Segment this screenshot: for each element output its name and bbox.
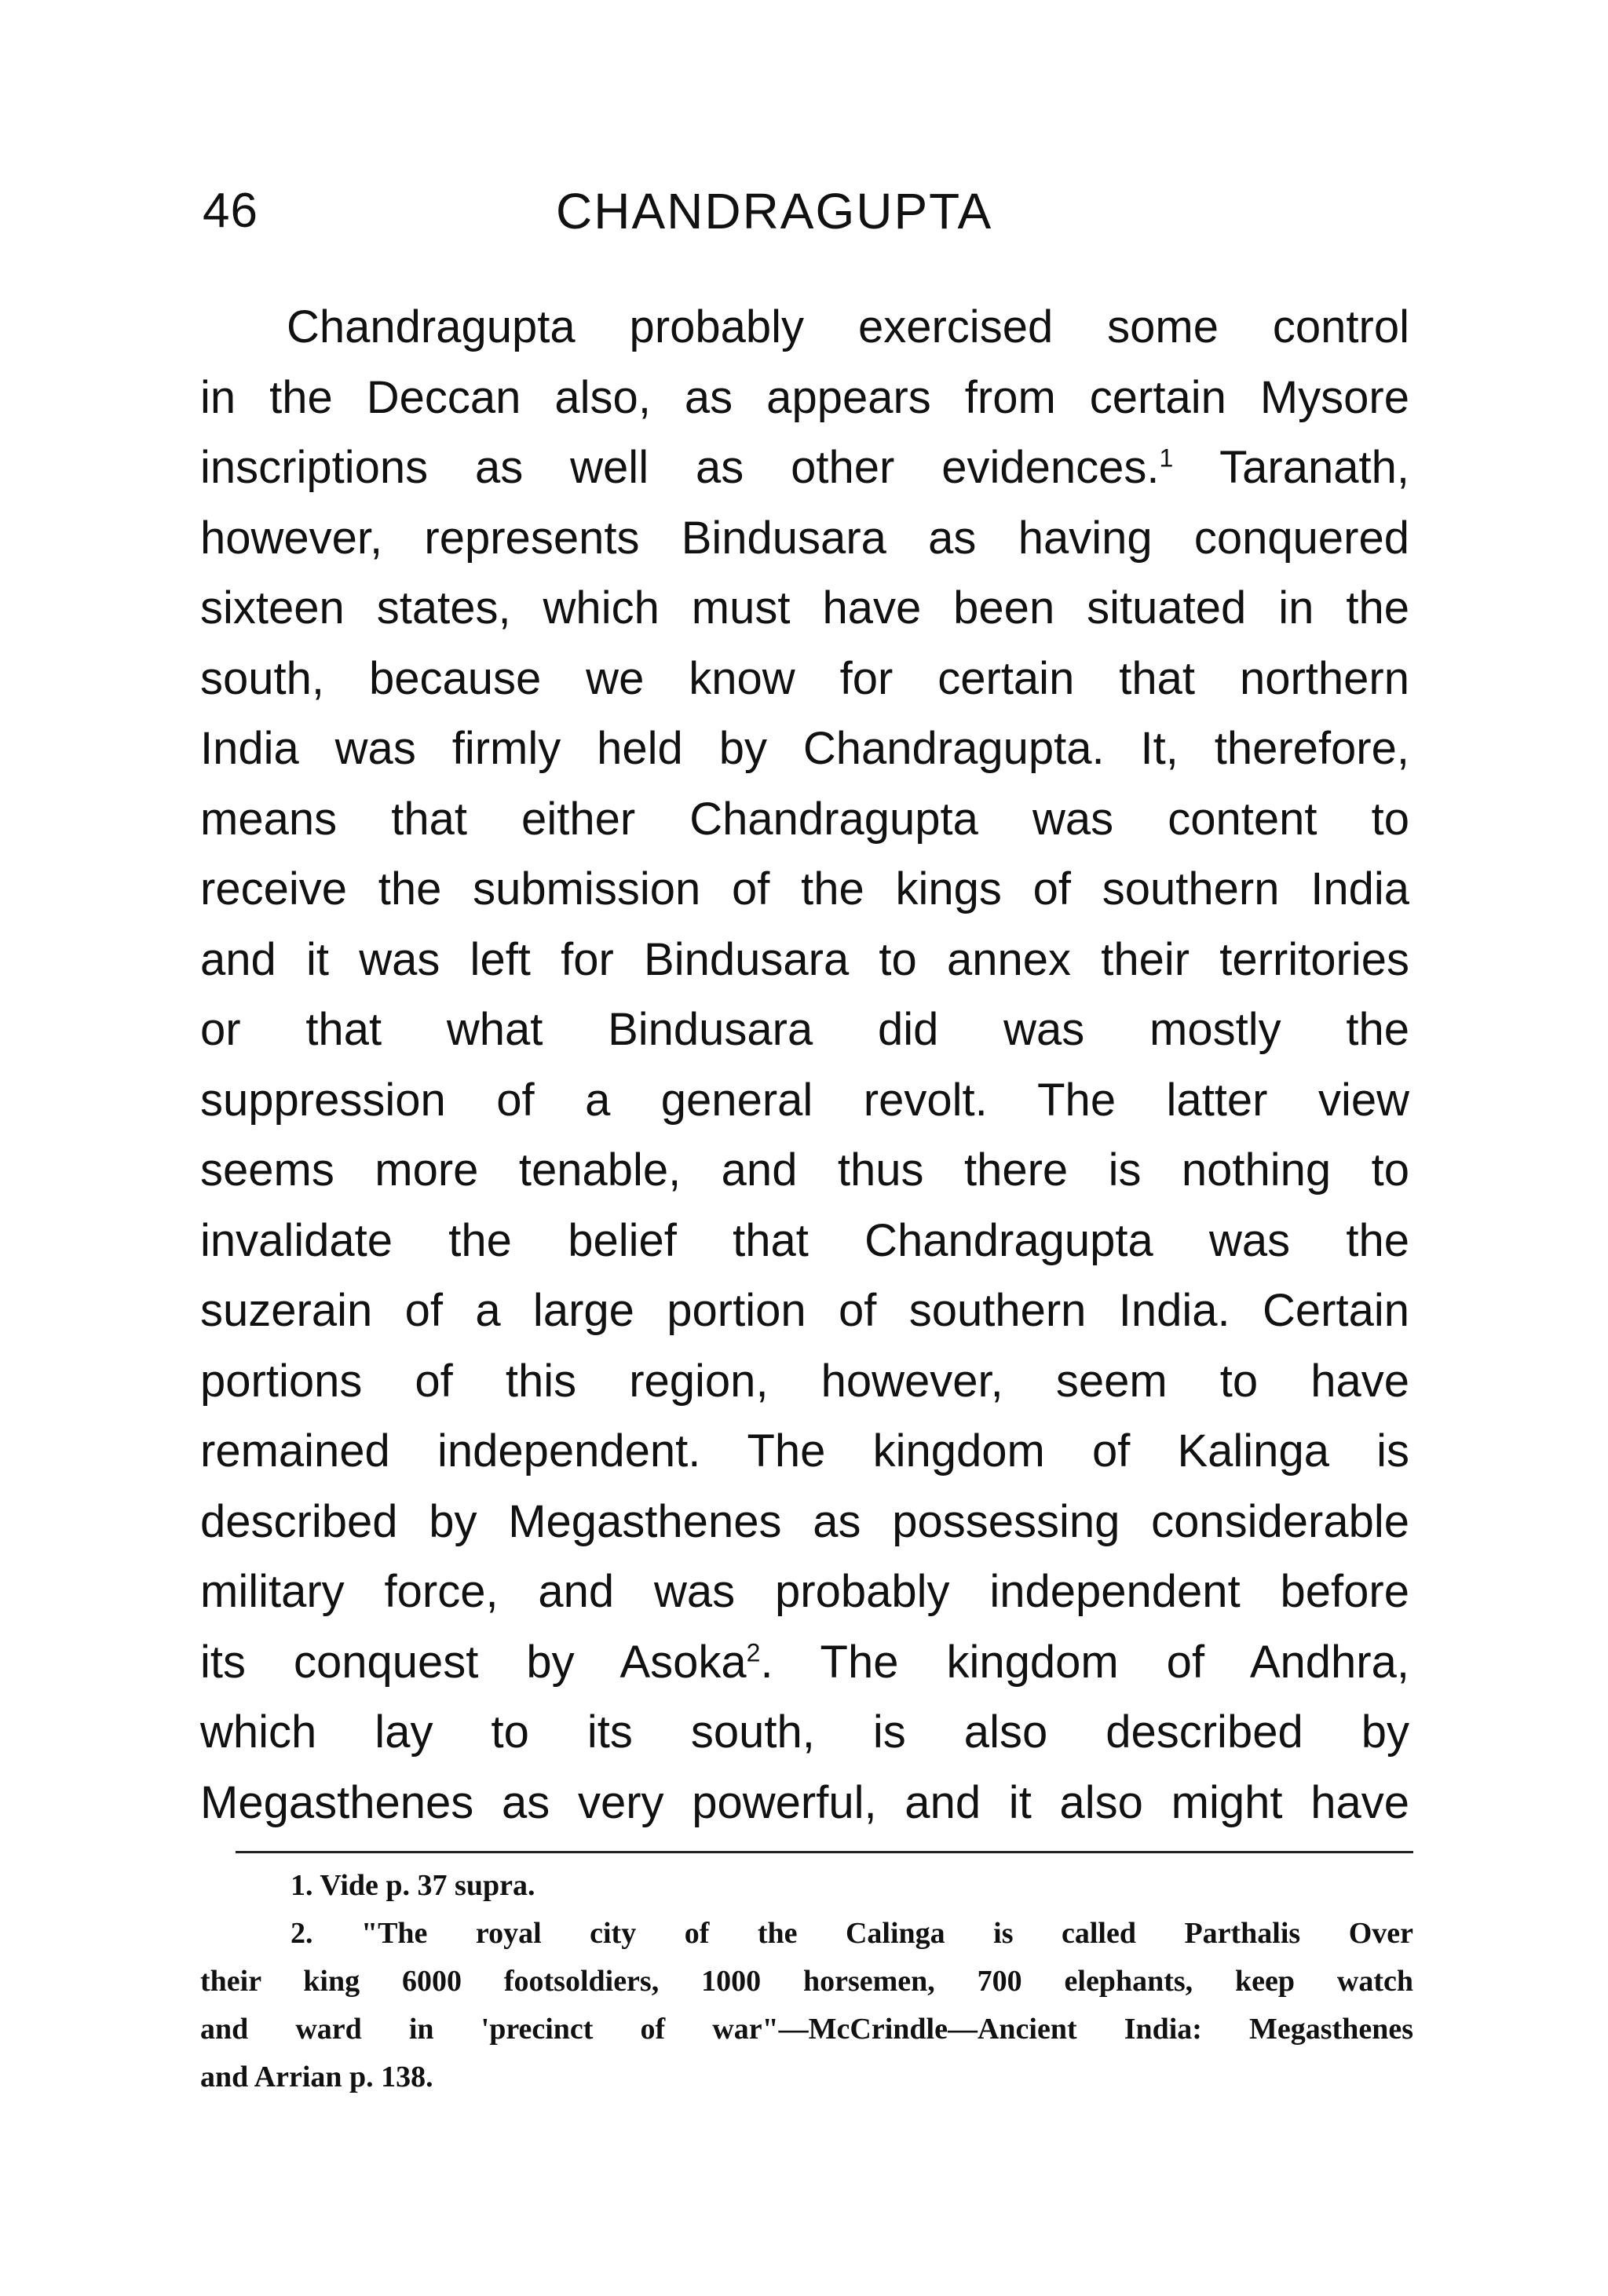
body-line: however, represents Bindusara as having conquered bbox=[200, 512, 1409, 564]
body-line bbox=[200, 433, 1409, 503]
page-number: 46 bbox=[203, 184, 258, 238]
body-line: and it was left for Bindusara to annex their territories bbox=[200, 933, 1409, 985]
footnotes bbox=[200, 1862, 1413, 2101]
body-line: military force, and was probably independent before bbox=[200, 1566, 1409, 1617]
running-title: CHANDRAGUPTA bbox=[556, 183, 993, 239]
body-line: Chandragupta probably exercised some control bbox=[287, 301, 1409, 352]
body-line: receive the submission of the kings of southern India bbox=[200, 863, 1409, 914]
body-line-text: Taranath, bbox=[1219, 442, 1409, 493]
body-line: described by Megasthenes as possessing considerable bbox=[200, 1495, 1409, 1547]
body-line-text: inscriptions as well as other evidences. bbox=[200, 442, 1160, 493]
body-line: portions of this region, however, seem to have bbox=[200, 1355, 1409, 1407]
footnote-2-cont: and Arrian p. 138. bbox=[200, 2061, 433, 2093]
body-line-text: . The kingdom of Andhra, bbox=[760, 1636, 1409, 1688]
footnote-2-cont: their king 6000 footsoldiers, 1000 horsemen, 700 elephants, keep watch bbox=[200, 1965, 1413, 1998]
page-header bbox=[203, 176, 1412, 246]
body-line: which lay to its south, is also described by bbox=[200, 1706, 1409, 1758]
body-line: suppression of a general revolt. The latter view bbox=[200, 1074, 1409, 1126]
body-line: in the Deccan also, as appears from certain Mysore bbox=[200, 371, 1409, 423]
body-line-text: its conquest by Asoka bbox=[200, 1636, 747, 1688]
body-line: invalidate the belief that Chandragupta was the bbox=[200, 1214, 1409, 1266]
body-line: seems more tenable, and thus there is nothing to bbox=[200, 1144, 1409, 1195]
body-text bbox=[200, 292, 1409, 1838]
body-line: suzerain of a large portion of southern India. Certain bbox=[200, 1285, 1409, 1336]
body-line: remained independent. The kingdom of Kalinga is bbox=[200, 1425, 1409, 1477]
footnote-2-cont: and ward in 'precinct of war"—McCrindle—Ancient India: Megasthenes bbox=[200, 2013, 1413, 2046]
footnote-marker: 1 bbox=[1159, 444, 1174, 473]
body-line: or that what Bindusara did was mostly the bbox=[200, 1004, 1409, 1055]
body-line bbox=[200, 1627, 1409, 1698]
body-line: sixteen states, which must have been situated in the bbox=[200, 582, 1409, 633]
body-line: means that either Chandragupta was content to bbox=[200, 793, 1409, 845]
body-line: India was firmly held by Chandragupta. It, therefore, bbox=[200, 723, 1409, 774]
body-line: south, because we know for certain that northern bbox=[200, 652, 1409, 704]
footnote-2: 2. "The royal city of the Calinga is called Parthalis Over bbox=[291, 1917, 1413, 1950]
footnote-divider bbox=[236, 1851, 1413, 1853]
footnote-marker: 2 bbox=[746, 1638, 761, 1667]
body-line: Megasthenes as very powerful, and it also might have bbox=[200, 1776, 1409, 1828]
footnote-1: 1. Vide p. 37 supra. bbox=[291, 1869, 535, 1902]
